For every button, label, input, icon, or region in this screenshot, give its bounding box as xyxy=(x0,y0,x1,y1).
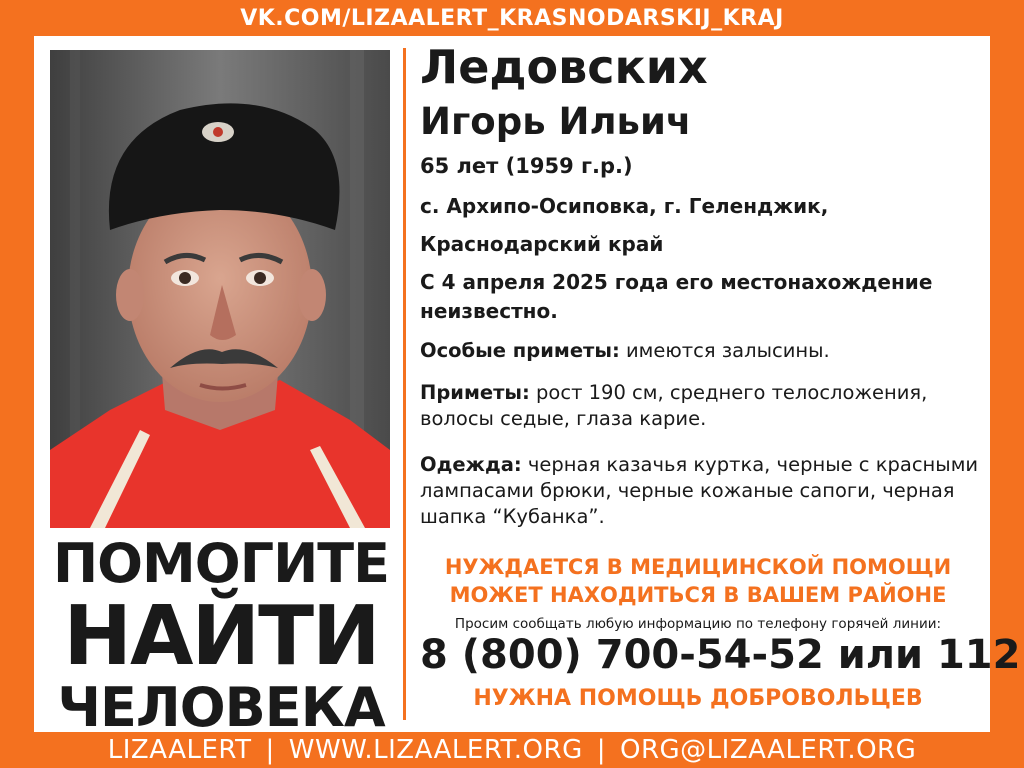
special-signs-text: имеются залысины. xyxy=(619,339,830,362)
clothes-label: Одежда: xyxy=(420,453,522,476)
special-signs-paragraph xyxy=(420,338,980,364)
person-surname: Ледовских xyxy=(420,40,708,94)
signs-label: Приметы: xyxy=(420,381,530,404)
clothes-text: черная казачья куртка, черные с красными лампасами брюки, черные кожаные сапоги, черная шапка “Кубанка”. xyxy=(420,453,979,528)
nearby-alert: МОЖЕТ НАХОДИТЬСЯ В ВАШЕМ РАЙОНЕ xyxy=(449,583,947,607)
medical-help-alert: НУЖДАЕТСЯ В МЕДИЦИНСКОЙ ПОМОЩИ xyxy=(444,555,952,579)
footer-org-name: LIZAALERT xyxy=(107,735,252,765)
person-location-line-2: Краснодарский край xyxy=(420,232,664,256)
person-given-names: Игорь Ильич xyxy=(420,100,692,143)
signs-paragraph xyxy=(420,380,980,432)
vertical-divider xyxy=(403,48,406,720)
missing-person-photo xyxy=(50,50,390,528)
missing-since-text: С 4 апреля 2025 года его местонахождение неизвестно. xyxy=(420,270,933,323)
signs-text: рост 190 см, среднего телосложения, волосы седые, глаза карие. xyxy=(420,381,928,430)
footer-bar xyxy=(0,732,1024,768)
footer-separator: | xyxy=(265,735,275,765)
special-signs-label: Особые приметы: xyxy=(420,339,620,362)
poster-card xyxy=(34,36,1021,739)
footer-email-link[interactable]: ORG@LIZAALERT.ORG xyxy=(620,735,917,765)
hotline-request-text: Просим сообщать любую информацию по телефону горячей линии: xyxy=(454,616,942,632)
footer-separator: | xyxy=(596,735,606,765)
top-vk-link[interactable]: VK.COM/LIZAALERT_KRASNODARSKIJ_KRAJ xyxy=(240,6,784,31)
footer-website-link[interactable]: WWW.LIZAALERT.ORG xyxy=(288,735,583,765)
help-heading-line-2: НАЙТИ xyxy=(63,589,379,684)
volunteers-needed-text: НУЖНА ПОМОЩЬ ДОБРОВОЛЬЦЕВ xyxy=(473,686,923,711)
help-heading-line-3: ЧЕЛОВЕКА xyxy=(57,676,385,739)
help-heading-line-1: ПОМОГИТЕ xyxy=(52,532,390,595)
hotline-phone[interactable]: 8 (800) 700-54-52 или 112 xyxy=(420,632,1021,678)
person-age: 65 лет (1959 г.р.) xyxy=(420,154,633,178)
clothes-paragraph xyxy=(420,452,980,530)
person-location-line-1: с. Архипо-Осиповка, г. Геленджик, xyxy=(420,194,829,218)
